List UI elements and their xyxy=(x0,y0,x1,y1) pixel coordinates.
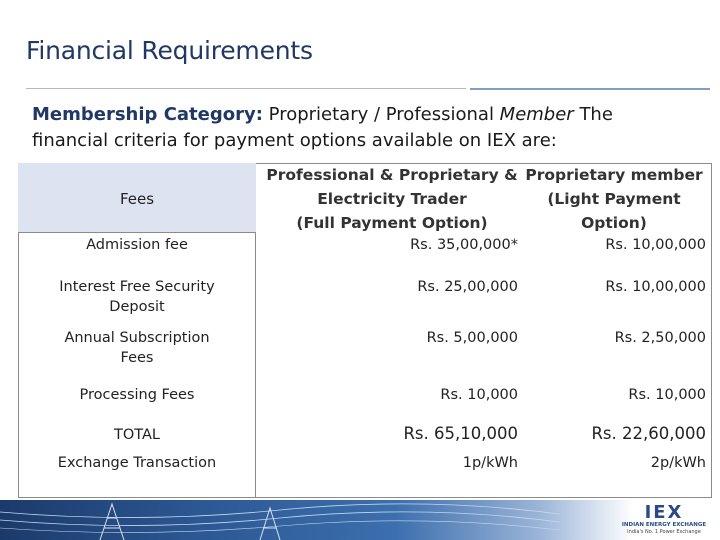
header-full-line-1: Professional & Proprietary & xyxy=(266,166,518,184)
table-row-full-value: Rs. 25,00,000 xyxy=(417,279,518,295)
table-row-light-value: Rs. 10,00,000 xyxy=(605,237,706,253)
title-accent-divider xyxy=(470,88,710,90)
table-row-full-value: Rs. 35,00,000* xyxy=(410,237,518,253)
header-fees: Fees xyxy=(119,190,155,208)
table-row-label: Exchange Transaction xyxy=(57,455,217,471)
power-lines-graphic xyxy=(0,500,560,540)
table-row-label: Admission fee xyxy=(86,237,188,253)
table-row-light-value: Rs. 10,00,000 xyxy=(605,279,706,295)
header-light-payment xyxy=(522,163,706,235)
table-row-light-value: Rs. 2,50,000 xyxy=(614,330,706,346)
table-row-label: Processing Fees xyxy=(79,387,195,403)
header-full-payment xyxy=(262,163,522,235)
intro-paragraph xyxy=(32,102,692,154)
table-row-light-value: Rs. 10,000 xyxy=(628,387,706,403)
header-light-line-3: Option) xyxy=(581,214,647,232)
header-full-line-3: (Full Payment Option) xyxy=(296,214,488,232)
table-row-label-line-1: Interest Free Security xyxy=(59,279,215,295)
table-row-light-value: Rs. 22,60,000 xyxy=(591,424,706,443)
table-row-label xyxy=(18,328,256,368)
table-row-label-line-2: Fees xyxy=(120,350,154,366)
logo-tagline: India's No. 1 Power Exchange xyxy=(627,529,701,535)
table-row-full-value: Rs. 65,10,000 xyxy=(403,424,518,443)
title-divider xyxy=(26,88,466,89)
intro-label: Membership Category: xyxy=(32,104,263,125)
slide-title: Financial Requirements xyxy=(26,36,313,65)
intro-text-part-1: Proprietary / Professional xyxy=(262,104,500,125)
header-light-line-2: (Light Payment xyxy=(547,190,681,208)
logo-mark: IEX xyxy=(644,502,684,523)
table-row-full-value: Rs. 10,000 xyxy=(440,387,518,403)
table-row-label: TOTAL xyxy=(114,427,160,443)
intro-italic-word: Member xyxy=(499,104,574,125)
table-row-label xyxy=(18,277,256,317)
table-row-full-value: Rs. 5,00,000 xyxy=(426,330,518,346)
header-light-line-1: Proprietary member xyxy=(525,166,703,184)
fee-table xyxy=(18,163,712,498)
table-row-label-line-1: Annual Subscription xyxy=(64,330,210,346)
table-row-full-value: 1p/kWh xyxy=(462,455,518,471)
header-full-line-2: Electricity Trader xyxy=(317,190,467,208)
table-row-light-value: 2p/kWh xyxy=(650,455,706,471)
table-row-label-line-2: Deposit xyxy=(109,299,165,315)
iex-logo xyxy=(616,504,712,538)
logo-name: INDIAN ENERGY EXCHANGE xyxy=(621,522,707,528)
intro-text-part-2: The financial criteria for payment options available on IEX are: xyxy=(32,104,613,151)
